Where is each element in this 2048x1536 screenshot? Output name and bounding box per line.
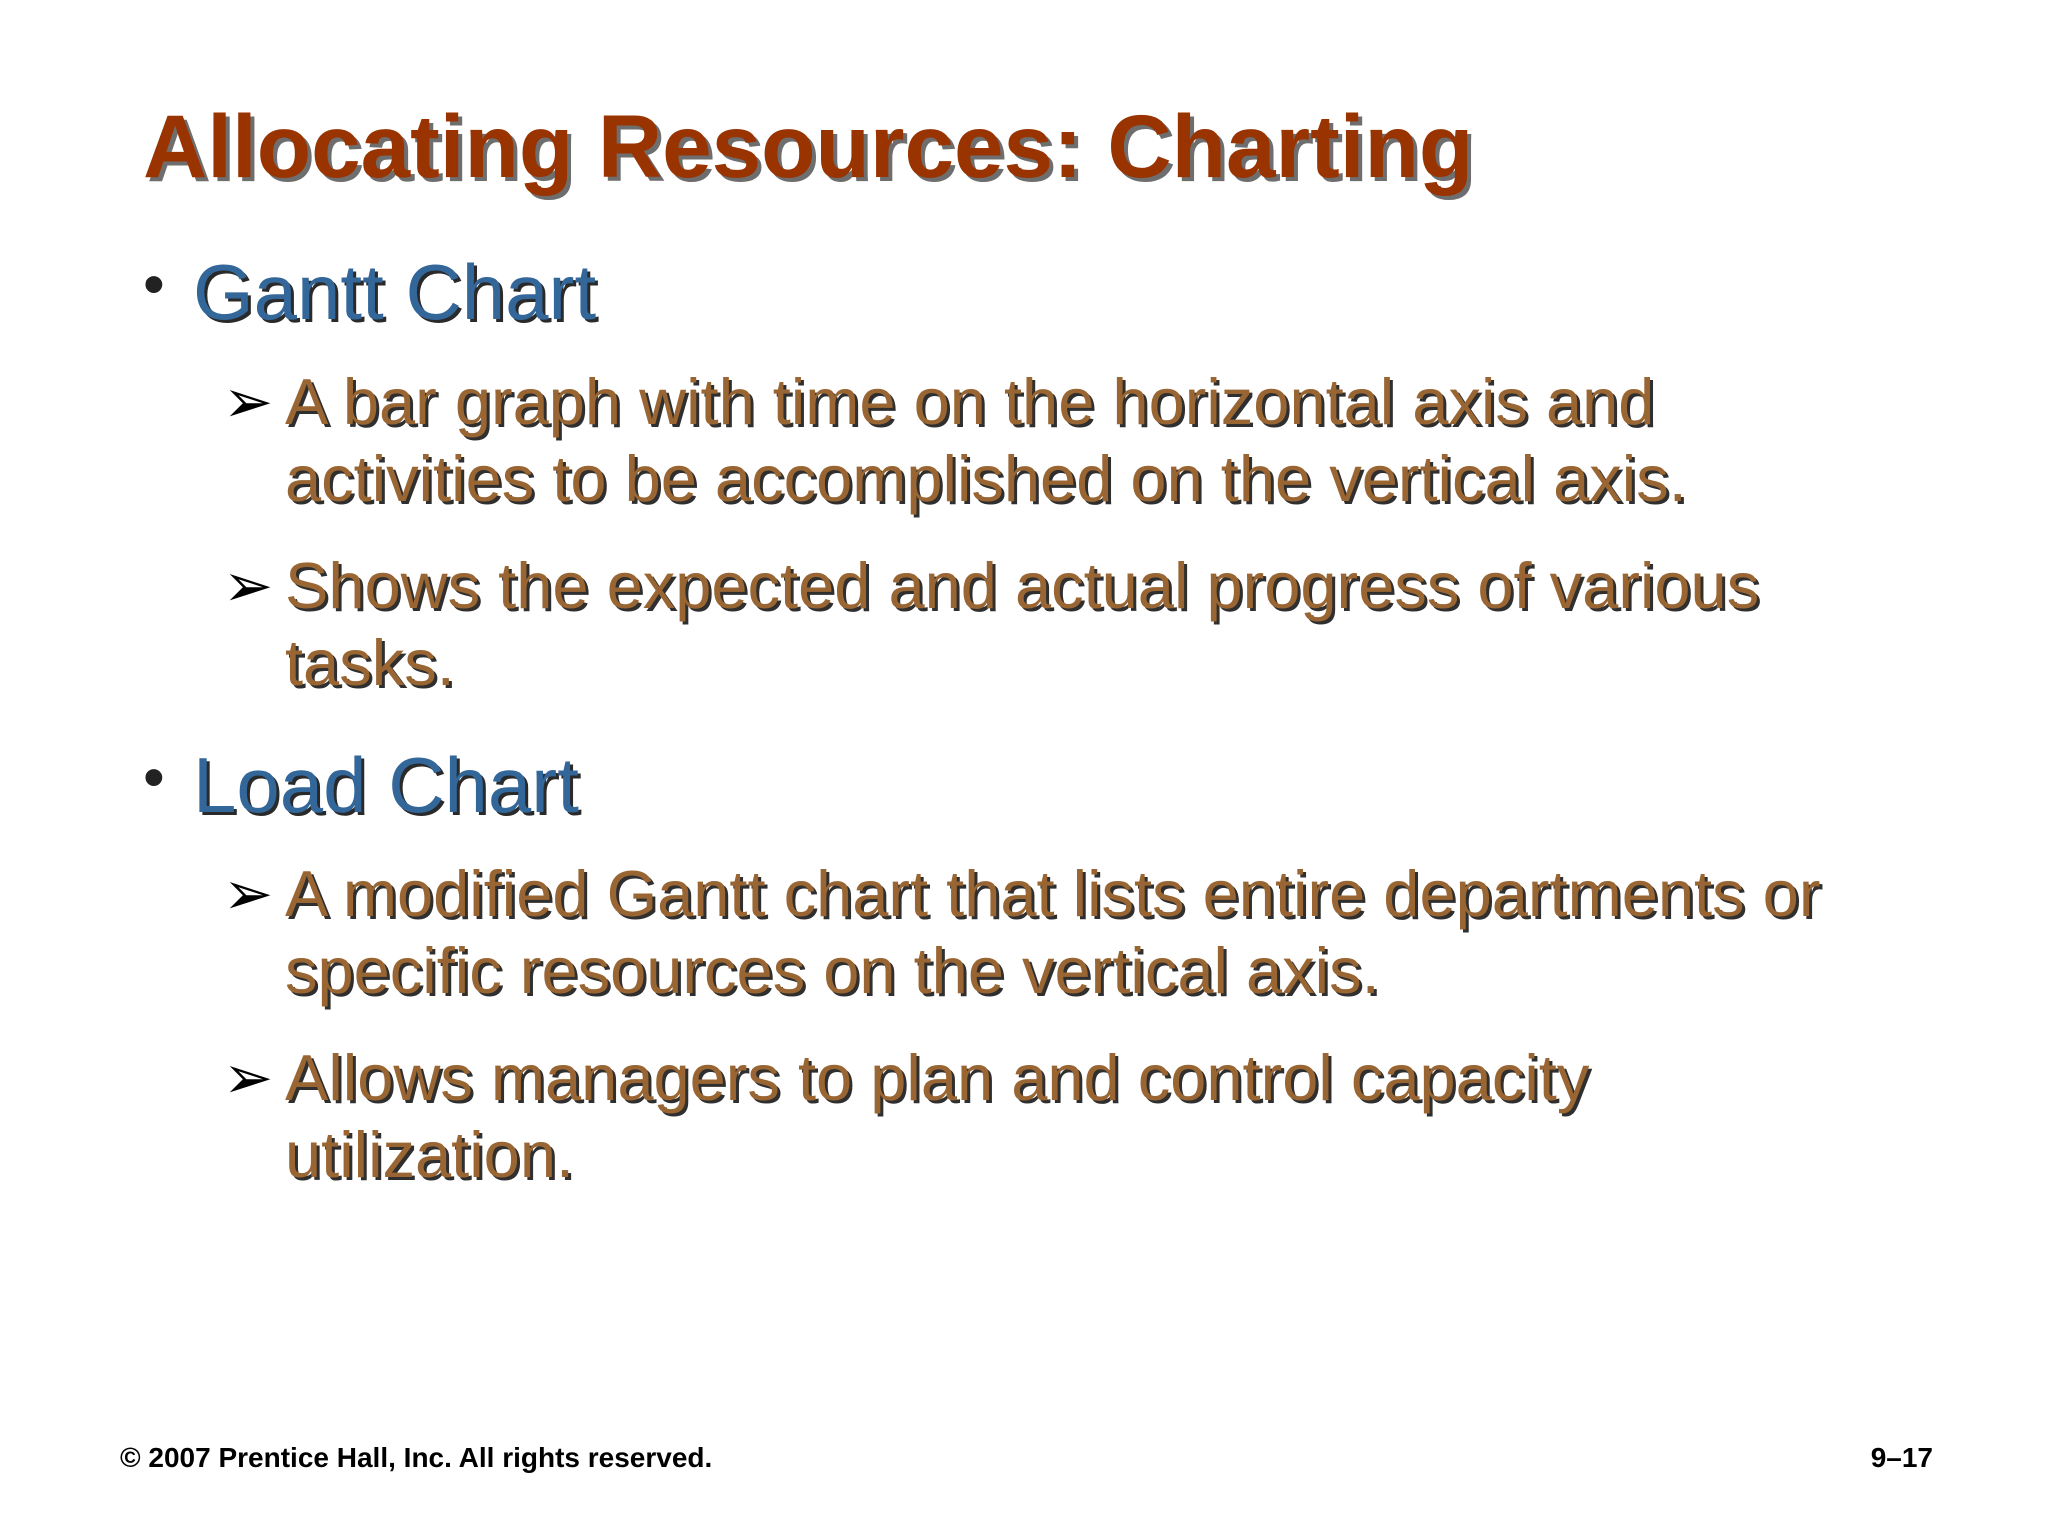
bullet-load-chart <box>143 741 1963 831</box>
subbullet-text: A modified Gantt chart that lists entire departments or specific resources on the vertical axis. <box>285 857 1821 1008</box>
bullet-dot-icon: • <box>143 250 165 319</box>
arrow-bullet-icon: ➢ <box>223 551 274 619</box>
arrow-bullet-icon: ➢ <box>223 1044 274 1112</box>
subbullet-gantt-2 <box>223 547 1863 701</box>
bullet-label: Gantt Chart <box>193 248 597 336</box>
bullet-gantt-chart <box>143 248 1963 338</box>
bullet-label: Load Chart <box>193 740 579 829</box>
subbullet-gantt-1 <box>223 363 1863 517</box>
slide-title: Allocating Resources: Charting <box>143 96 1474 196</box>
slide-content <box>143 248 1963 1193</box>
arrow-bullet-icon: ➢ <box>223 367 274 435</box>
footer-page-number: 9–17 <box>1870 1442 1933 1473</box>
footer-copyright: © 2007 Prentice Hall, Inc. All rights reserved. <box>120 1442 713 1473</box>
subbullet-text: Shows the expected and actual progress of various tasks. <box>285 548 1760 699</box>
bullet-dot-icon: • <box>143 742 165 812</box>
arrow-bullet-icon: ➢ <box>223 860 274 928</box>
subbullet-text: Allows managers to plan and control capacity utilization. <box>285 1041 1590 1192</box>
subbullet-load-1 <box>223 855 1963 1009</box>
subbullet-text: A bar graph with time on the horizontal axis and activities to be accomplished on the vertical axis. <box>285 364 1687 515</box>
subbullet-load-2 <box>223 1039 1863 1193</box>
